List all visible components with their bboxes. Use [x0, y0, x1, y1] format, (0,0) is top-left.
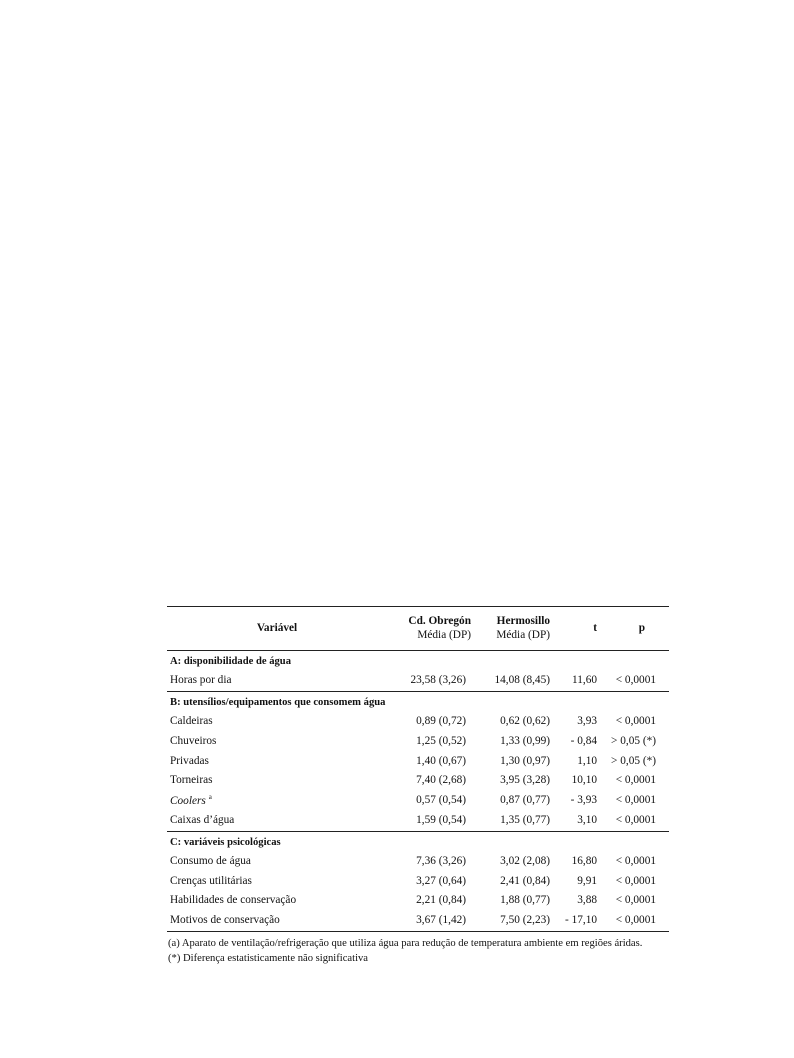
- table-row: [167, 811, 669, 831]
- note-star: (*) Diferença estatisticamente não significativa: [168, 953, 369, 965]
- row-variable-label: Coolers: [170, 794, 206, 807]
- table-body: [167, 651, 669, 932]
- cell-p: < 0,0001: [615, 714, 656, 727]
- cell-t: 9,91: [577, 874, 597, 887]
- row-variable-label: Crenças utilitárias: [170, 874, 252, 887]
- cell-hermosillo: 0,62 (0,62): [500, 714, 550, 727]
- table-header: [167, 607, 669, 651]
- row-variable-name: [167, 811, 377, 831]
- cell-p: < 0,0001: [609, 811, 669, 831]
- table-row: [167, 791, 669, 811]
- cell-hermosillo: 1,30 (0,97): [500, 754, 550, 767]
- row-variable-name: [167, 871, 377, 891]
- cell-hermosillo: 3,02 (2,08): [500, 854, 550, 867]
- cell-t: 3,88: [577, 894, 597, 907]
- section-row-b: [167, 691, 669, 712]
- table-row: [167, 712, 669, 732]
- section-row-c: [167, 831, 669, 852]
- header-variable: Variável: [167, 607, 377, 651]
- table-row: [167, 871, 669, 891]
- row-variable-name: [167, 751, 377, 771]
- cell-obregon: 2,21 (0,84): [416, 894, 466, 907]
- table-row: [167, 771, 669, 791]
- cell-hermosillo: 0,87 (0,77): [500, 794, 550, 807]
- cell-t: - 0,84: [570, 734, 597, 747]
- cell-t: 1,10: [577, 754, 597, 767]
- table-row: [167, 671, 669, 691]
- row-variable-label: Chuveiros: [170, 734, 217, 747]
- cell-obregon: 3,27 (0,64): [416, 874, 466, 887]
- row-variable-label: Privadas: [170, 754, 209, 767]
- row-variable-label: Torneiras: [170, 774, 213, 787]
- table-notes: [168, 936, 669, 967]
- table-row: [167, 891, 669, 911]
- section-title: B: utensílios/equipamentos que consomem água: [170, 696, 386, 708]
- row-variable-name: [167, 712, 377, 732]
- header-obregon: [377, 607, 475, 651]
- row-variable-label: Caldeiras: [170, 714, 213, 727]
- cell-t: 3,93: [577, 714, 597, 727]
- row-variable-label: Motivos de conservação: [170, 914, 280, 927]
- cell-p: < 0,0001: [609, 671, 669, 691]
- row-variable-name: [167, 911, 377, 931]
- header-obregon-sub: Média (DP): [417, 628, 471, 641]
- cell-t: 11,60: [556, 671, 609, 691]
- cell-p: < 0,0001: [609, 911, 669, 931]
- footnote-marker: a: [208, 793, 212, 802]
- cell-p: < 0,0001: [615, 894, 656, 907]
- cell-hermosillo: 1,88 (0,77): [500, 894, 550, 907]
- cell-obregon: 1,59 (0,54): [377, 811, 475, 831]
- row-variable-name: [167, 891, 377, 911]
- row-variable-name: [167, 732, 377, 752]
- header-t: t: [556, 607, 609, 651]
- row-variable-name: [167, 771, 377, 791]
- cell-hermosillo: 14,08 (8,45): [475, 671, 556, 691]
- cell-obregon: 23,58 (3,26): [377, 671, 475, 691]
- row-variable-name: [167, 852, 377, 872]
- cell-t: - 17,10: [556, 911, 609, 931]
- table-row: [167, 732, 669, 752]
- header-hermosillo-title: Hermosillo: [496, 614, 550, 627]
- cell-hermosillo: 3,95 (3,28): [500, 774, 550, 787]
- cell-obregon: 0,89 (0,72): [416, 714, 466, 727]
- header-obregon-title: Cd. Obregón: [408, 614, 471, 627]
- cell-p: < 0,0001: [615, 854, 656, 867]
- section-row-a: [167, 651, 669, 672]
- comparison-table: [167, 606, 669, 932]
- cell-t: 10,10: [571, 774, 597, 787]
- section-title: A: disponibilidade de água: [170, 656, 291, 667]
- cell-hermosillo: 1,33 (0,99): [500, 734, 550, 747]
- row-variable-label: Habilidades de conservação: [170, 894, 297, 907]
- cell-p: > 0,05 (*): [611, 754, 656, 767]
- cell-p: < 0,0001: [615, 774, 656, 787]
- section-title: C: variáveis psicológicas: [170, 836, 281, 848]
- table-row: [167, 852, 669, 872]
- cell-hermosillo: 2,41 (0,84): [500, 874, 550, 887]
- header-hermosillo: [475, 607, 556, 651]
- row-variable-name: [167, 671, 377, 691]
- row-variable-label: Caixas d’água: [170, 813, 235, 826]
- row-variable-name: [167, 791, 377, 811]
- cell-hermosillo: 1,35 (0,77): [475, 811, 556, 831]
- row-variable-label: Horas por dia: [170, 674, 232, 687]
- row-variable-label: Consumo de água: [170, 854, 251, 867]
- cell-obregon: 7,36 (3,26): [416, 854, 466, 867]
- cell-p: > 0,05 (*): [611, 734, 656, 747]
- table-row: [167, 751, 669, 771]
- cell-t: - 3,93: [570, 794, 597, 807]
- cell-t: 16,80: [571, 854, 597, 867]
- cell-p: < 0,0001: [615, 874, 656, 887]
- cell-t: 3,10: [556, 811, 609, 831]
- cell-obregon: 1,25 (0,52): [416, 734, 466, 747]
- cell-obregon: 3,67 (1,42): [377, 911, 475, 931]
- header-p: p: [609, 607, 669, 651]
- header-hermosillo-sub: Média (DP): [496, 628, 550, 641]
- table-row: [167, 911, 669, 931]
- cell-obregon: 0,57 (0,54): [416, 794, 466, 807]
- cell-p: < 0,0001: [615, 794, 656, 807]
- note-a: (a) Aparato de ventilação/refrigeração que utiliza água para redução de temperatura ambiente em regiões áridas.: [168, 937, 643, 949]
- cell-obregon: 7,40 (2,68): [416, 774, 466, 787]
- cell-obregon: 1,40 (0,67): [416, 754, 466, 767]
- cell-hermosillo: 7,50 (2,23): [475, 911, 556, 931]
- document-table-block: [167, 606, 669, 966]
